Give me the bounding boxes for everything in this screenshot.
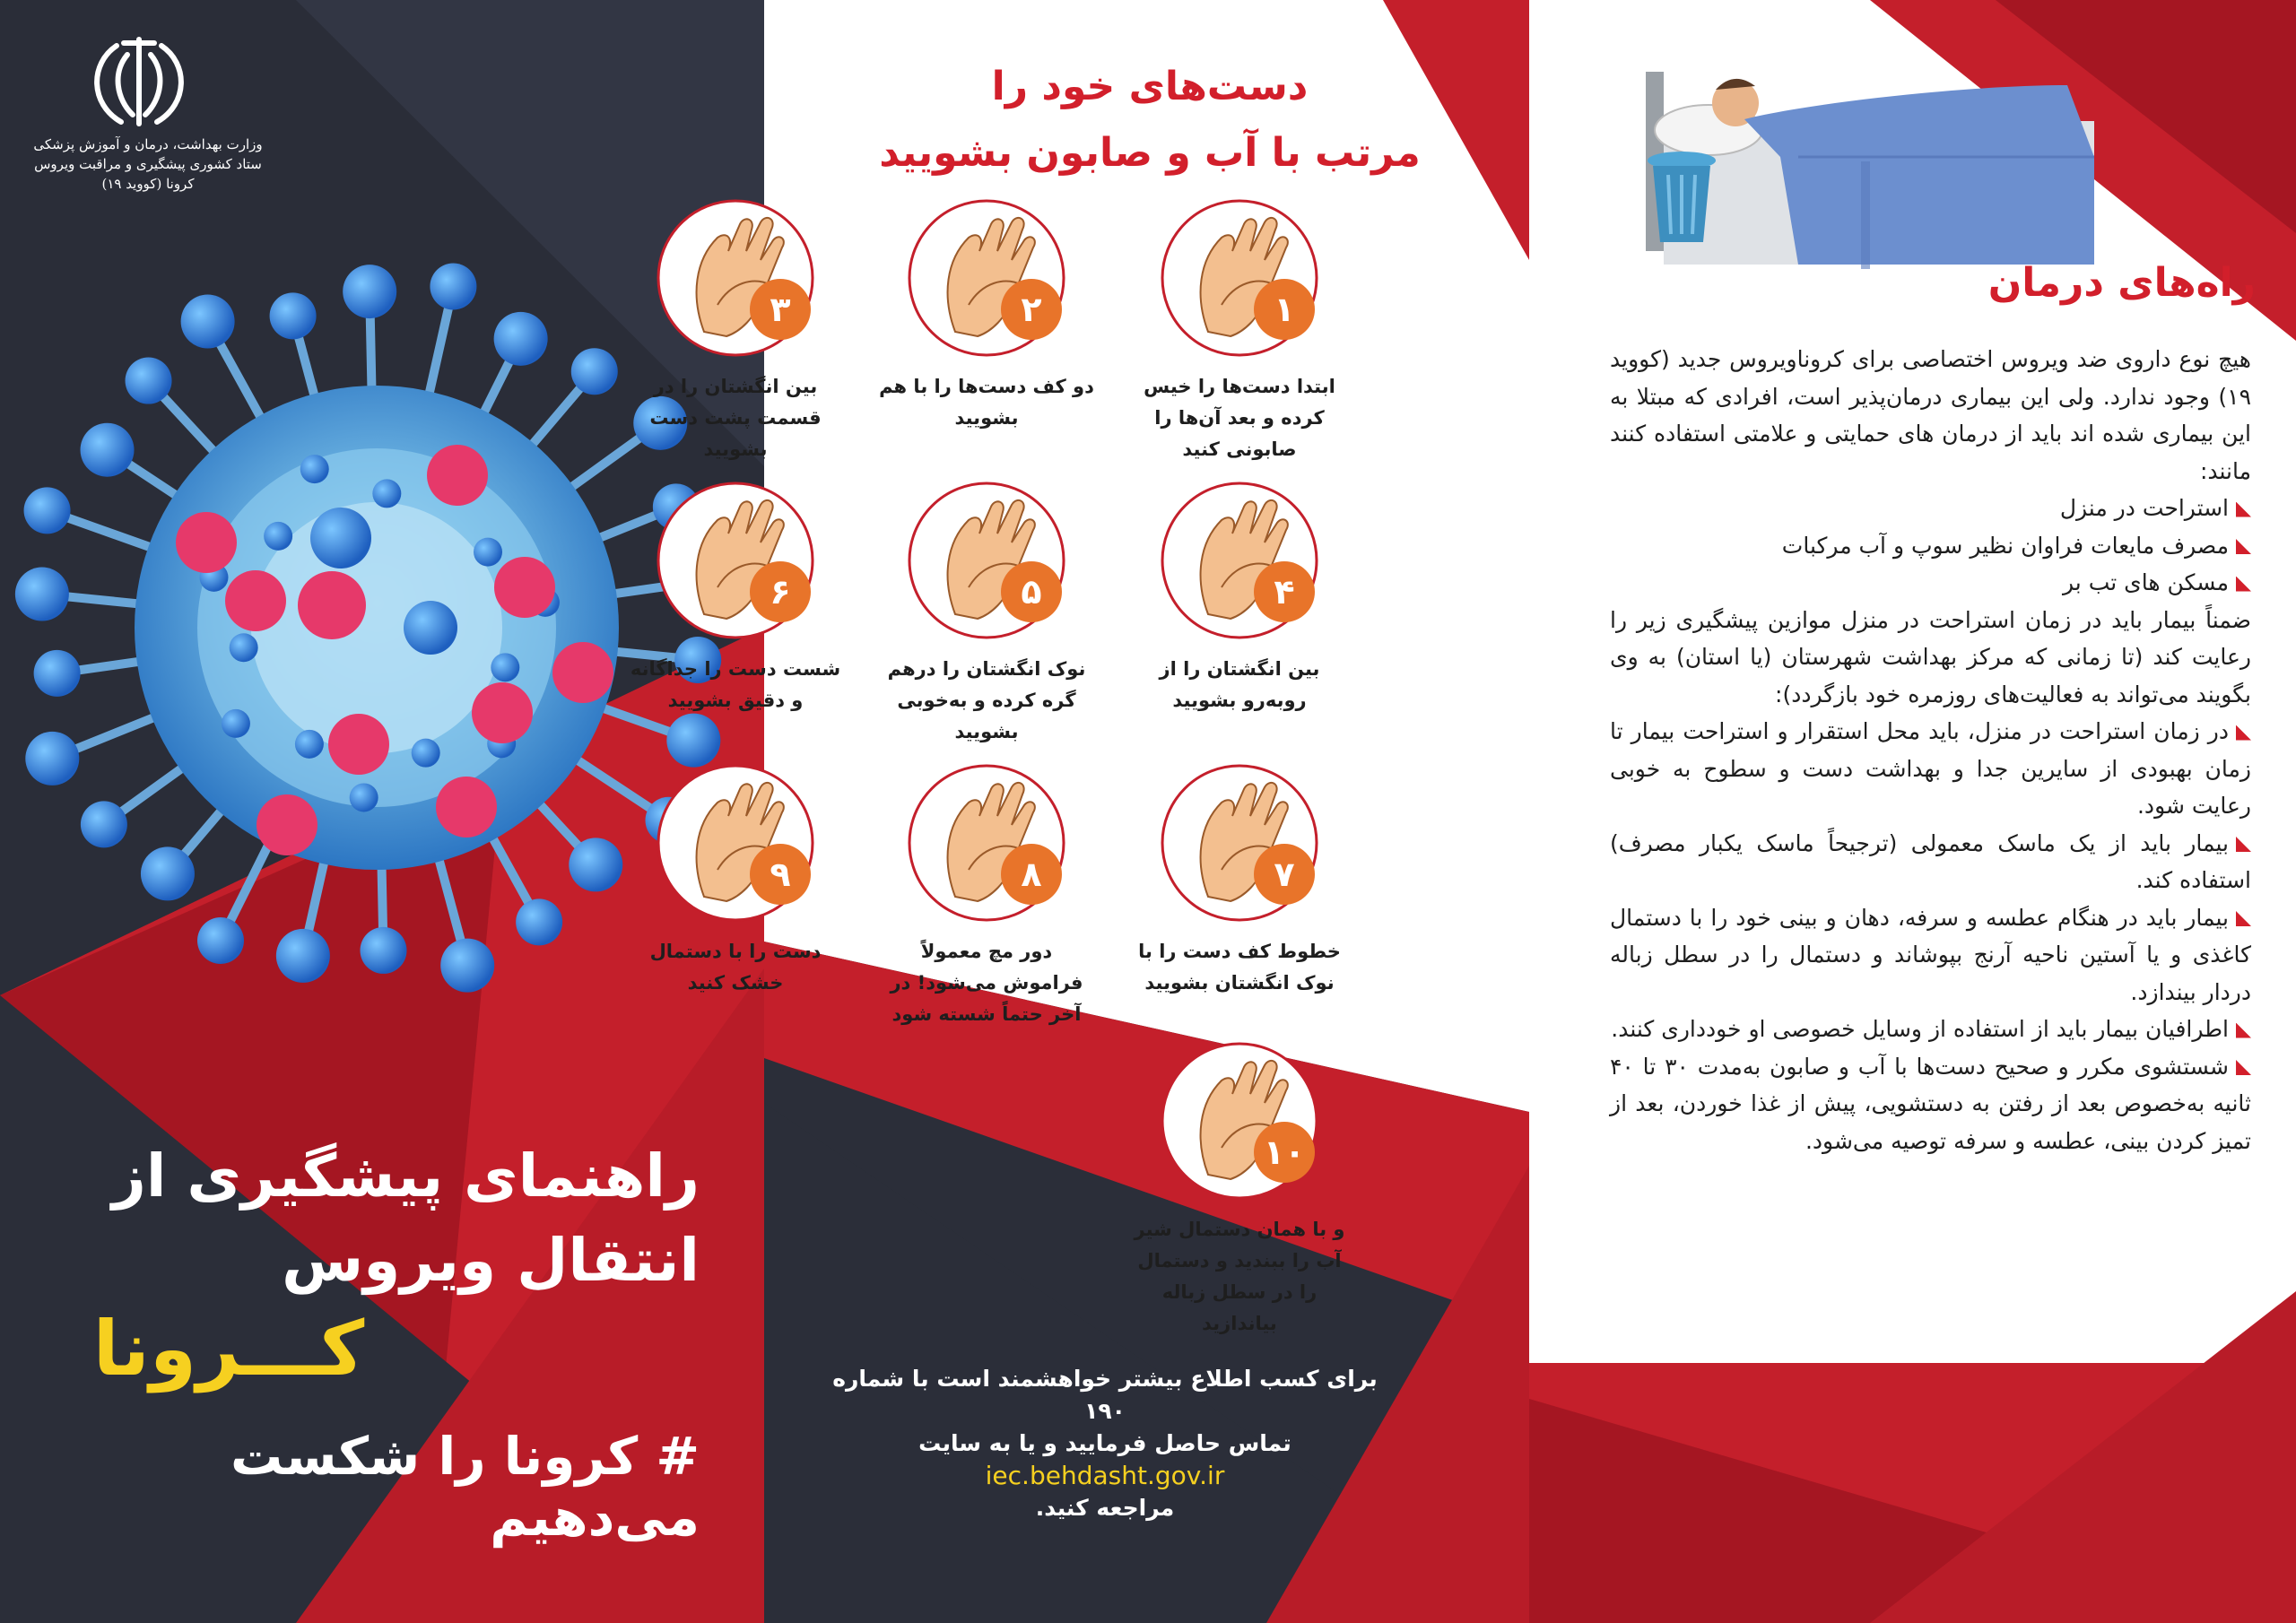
prevention-list	[1610, 713, 2251, 1159]
step-number: ۹	[770, 855, 791, 894]
handwashing-step	[879, 762, 1094, 1030]
step-caption: ابتدا دست‌ها را خیس کرده و بعد آن‌ها را صابونی کنید	[1144, 376, 1335, 460]
contact-line-3: مراجعه کنید.	[1035, 1495, 1175, 1521]
virus-spike-head	[569, 838, 622, 891]
virus-spike-head	[270, 292, 317, 339]
virus-inner-knob	[474, 538, 502, 567]
handwashing-step	[879, 197, 1094, 434]
virus-spike-head	[360, 927, 406, 974]
cover-hashtag: # کرونا را شکست می‌دهیم	[230, 1426, 700, 1548]
red-bullet-icon	[2236, 1060, 2251, 1075]
treatment-panel	[1529, 0, 2296, 1623]
step-caption: بین انگشتان را در قسمت پشت دست بشویید	[649, 376, 822, 460]
handwashing-step	[879, 480, 1094, 748]
treatment-title: راه‌های درمان	[1987, 260, 2256, 306]
virus-spike-head	[24, 487, 71, 534]
handwashing-title-line-2: مرتب با آب و صابون بشویید	[879, 130, 1421, 176]
interlaced-fingers-icon	[1159, 480, 1320, 641]
step-number: ۶	[770, 572, 791, 612]
bullet-item	[1610, 527, 2251, 565]
bullet-item	[1610, 1048, 2251, 1160]
handwashing-step	[1132, 762, 1347, 999]
red-bullet-icon	[2236, 502, 2251, 517]
virus-inner-knob	[230, 633, 258, 662]
bullet-item	[1610, 899, 2251, 1011]
virus-spike-head	[516, 898, 562, 945]
virus-spike-head	[141, 846, 195, 900]
treatment-middle-paragraph: ضمناً بیمار باید در زمان استراحت در منزل موازین پیشگیری زیر را رعایت کند (تا زمانی که مرکز بهداشت شهرستان (یا استان) به وی بگویند می‌تواند به فعالیت‌های روزمره خود بازگردد):	[1610, 606, 2251, 707]
step-number: ۱۰	[1263, 1133, 1306, 1172]
handwashing-panel	[630, 0, 1529, 1623]
bullet-text: استراحت در منزل	[2059, 495, 2229, 521]
bullet-text: بیمار باید در هنگام عطسه و سرفه، دهان و بینی خود را با دستمال کاغذی و یا آستین ناحیه آرنج بپوشاند و دستمال را در سطل زباله دردار بیندازد.	[1610, 904, 2251, 1005]
bullet-text: بیمار باید از یک ماسک معمولی (ترجیحاً ماسک یکبار مصرف) استفاده کند.	[1610, 829, 2251, 893]
virus-spike-head	[126, 358, 172, 404]
virus-spike-head	[276, 929, 330, 983]
back-hand-icon	[655, 197, 816, 359]
handwashing-step	[628, 480, 843, 716]
contact-line-1: برای کسب اطلاع بیشتر خواهشمند است با شماره ۱۹۰	[832, 1366, 1378, 1424]
cover-corona-word: کـــرونا	[92, 1305, 365, 1393]
ministry-line-2: ستاد کشوری پیشگیری و مراقبت ویروس کرونا (کووید ۱۹)	[34, 156, 262, 192]
virus-spike-head	[81, 423, 135, 477]
bullet-text: اطرافیان بیمار باید از استفاده از وسایل خصوصی او خودداری کنند.	[1611, 1016, 2229, 1042]
virus-spike-head	[15, 568, 69, 621]
step-caption: خطوط کف دست را با نوک انگشتان بشویید	[1138, 941, 1341, 994]
treatment-body	[1610, 341, 2251, 1159]
ministry-label	[27, 135, 269, 194]
towel-dry-icon	[655, 762, 816, 924]
virus-spike-head	[25, 732, 79, 785]
step-number: ۱	[1274, 290, 1295, 329]
bullet-item	[1610, 713, 2251, 825]
red-bullet-icon	[2236, 837, 2251, 852]
virus-inner-knob	[300, 455, 329, 483]
wrist-wash-icon	[906, 762, 1067, 924]
virus-spike-head	[343, 265, 396, 318]
step-number: ۲	[1021, 290, 1042, 329]
trash-bin-icon	[1646, 148, 1718, 247]
step-caption: نوک انگشتان را درهم گره کرده و به‌خوبی بشویید	[887, 658, 1086, 742]
virus-inner-knob	[350, 783, 378, 812]
red-bullet-icon	[2236, 577, 2251, 592]
step-number: ۳	[770, 290, 791, 329]
virus-spike-head	[197, 917, 244, 964]
step-caption: دو کف دست‌ها را با هم بشویید	[879, 376, 1094, 429]
step-caption: بین انگشتان را از روبه‌رو بشویید	[1159, 658, 1320, 711]
bullet-item	[1610, 825, 2251, 899]
bullet-item	[1610, 564, 2251, 602]
bullet-text: در زمان استراحت در منزل، باید محل استقرار و استراحت بیمار تا زمان بهبودی از سایرین جدا و بهداشت دست و سطوح به خوبی رعایت شود.	[1610, 718, 2251, 819]
step-number: ۴	[1274, 572, 1295, 612]
virus-inner-knob	[412, 739, 440, 768]
close-tap-icon	[1159, 1040, 1320, 1202]
red-bullet-icon	[2236, 911, 2251, 926]
step-caption: دست را با دستمال خشک کنید	[649, 941, 822, 994]
virus-inner-knob	[264, 522, 292, 551]
virus-spike-head	[34, 650, 81, 697]
step-caption: شست دست را جداگانه و دقیق بشویید	[630, 658, 841, 711]
handwashing-step	[628, 197, 843, 465]
handwashing-step	[628, 762, 843, 999]
treatment-list	[1610, 490, 2251, 602]
handwashing-title-line-1: دست‌های خود را	[991, 64, 1309, 109]
step-number: ۷	[1274, 855, 1295, 894]
red-bullet-icon	[2236, 1023, 2251, 1038]
red-bullet-icon	[2236, 725, 2251, 741]
ministry-line-1: وزارت بهداشت، درمان و آموزش پزشکی	[33, 136, 263, 152]
locked-fingers-icon	[906, 480, 1067, 641]
cover-title	[54, 1134, 700, 1303]
contact-url-link[interactable]: iec.behdasht.gov.ir	[985, 1461, 1225, 1490]
bullet-text: مسکن های تب بر	[2063, 569, 2229, 595]
virus-inner-knob	[222, 709, 250, 738]
bullet-item	[1610, 490, 2251, 527]
virus-inner-knob	[372, 479, 401, 508]
virus-spike-head	[430, 263, 476, 309]
handwashing-step	[1132, 197, 1347, 465]
palm-rub-icon	[906, 197, 1067, 359]
handwashing-title	[872, 54, 1428, 187]
treatment-intro: هیچ نوع داروی ضد ویروس اختصاصی برای کروناویروس جدید (کووید ۱۹) وجود ندارد. ولی این بیماری درمان‌پذیر است، افرادی که مبتلا به این بیماری شده اند باید از درمان های حمایتی و علامتی استفاده کنند مانند:	[1610, 346, 2251, 484]
step-number: ۸	[1021, 855, 1042, 894]
virus-spike-head	[494, 312, 548, 366]
wet-hands-icon	[1159, 197, 1320, 359]
cover-title-line-2: انتقال ویروس	[282, 1226, 700, 1295]
virus-spike-head	[666, 714, 720, 768]
virus-inner-knob	[295, 730, 324, 759]
bullet-text: شستشوی مکرر و صحیح دست‌ها با آب و صابون به‌مدت ۳۰ تا ۴۰ ثانیه به‌خصوص بعد از رفتن به دستشویی، پیش از غذا خوردن، بعد از تمیز کردن بینی، عطسه و سرفه توصیه می‌شود.	[1610, 1053, 2251, 1154]
cover-title-line-1: راهنمای پیشگیری از	[111, 1141, 700, 1211]
bullet-item	[1610, 1011, 2251, 1048]
contact-line-2: تماس حاصل فرمایید و یا به سایت	[918, 1430, 1292, 1456]
virus-inner-knob	[491, 653, 519, 681]
virus-spike-head	[440, 939, 494, 993]
handwashing-step	[1132, 1040, 1347, 1340]
red-bullet-icon	[2236, 539, 2251, 554]
iran-emblem-icon	[81, 32, 197, 131]
bullet-text: مصرف مایعات فراوان نظیر سوپ و آب مرکبات	[1781, 532, 2229, 559]
step-number: ۵	[1021, 572, 1042, 612]
handwashing-step	[1132, 480, 1347, 716]
virus-spike-head	[181, 295, 235, 349]
fingertips-palm-icon	[1159, 762, 1320, 924]
step-caption: و با همان دستمال شیر آب را ببندید و دستمال را در سطل زباله بیاندازید	[1134, 1219, 1345, 1334]
contact-info	[827, 1363, 1383, 1524]
virus-spike-head	[81, 801, 127, 847]
step-caption: دور مچ معمولاً فراموش می‌شود! در آخر حتماً شسته شود	[890, 941, 1083, 1025]
virus-spike-head	[571, 348, 618, 395]
thumb-rub-icon	[655, 480, 816, 641]
